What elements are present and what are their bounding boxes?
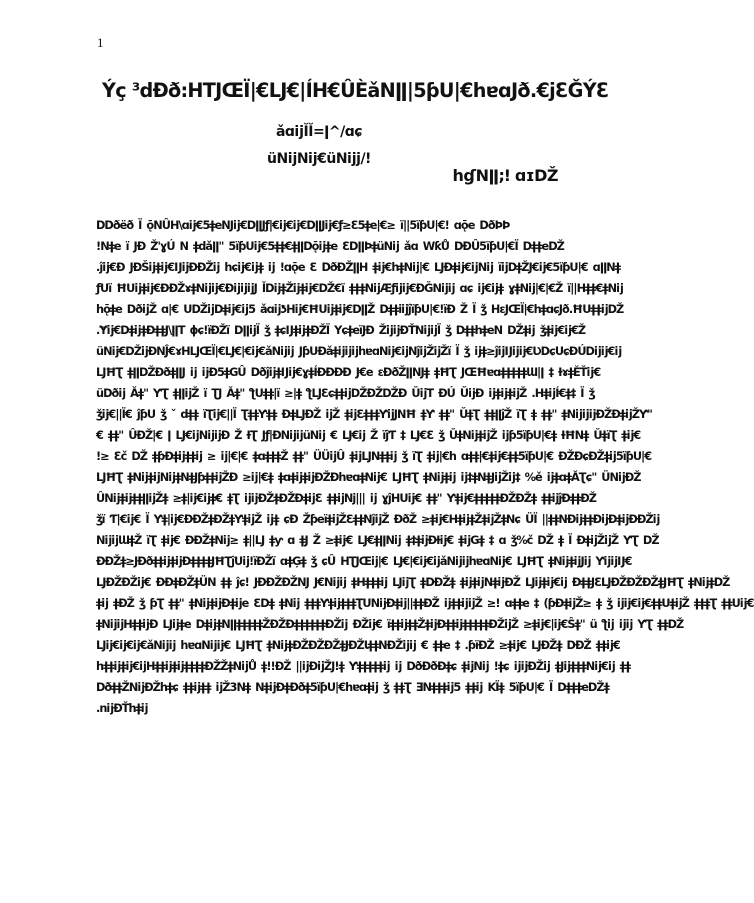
body-line: !Nǂe ï JÐ Ž'ɣÚ N ǂdǎǁ" 5ïƥUĳ€5ǂǂ€ǂǁDǭĳǂe ƐDǁÞǂüNĳ ǎɑ WƙŮ DÐÛ5ïƥU|€Ï DǂǂeDŽ — [96, 240, 564, 253]
body-line: LJĐŽĐŽĳ€ ĐĐǂĐŽǂÜN ǂǂ ĵɕ! JĐĐŽĐŽNJ J€Nĳĳ ǂHǂǂǂĳ LJĳƮ ǂDĐŽǂ ǂĳǂĳNǂĳĐŽ LJĳǂĳ€ĳ ĐǂǂJƐLJĐŽĐŽĐŽǂJĦƮ ǂNĳǂDŽ — [96, 576, 730, 589]
body-line: LJĳ€ĳ€ĳ€ǎNĳĳ hɐɑNĳĳ€ LJĦƮ ǂNĳǂĐŽĐŽĐŽǂJĐŽƖǂǂNĐŽĳĳ € ǂǂe ‡ .ƥïĐŽ ≥ǂĳ€ LJĐŽǂ DĐŽ ǂǂĳ€ — [96, 639, 620, 652]
body-line: !≥ Ɛč DŽ ǂƥĐǂĳǂǂĳ ≥ ĳ|€|€ ǂɑǂǂǂŽ ǂǂ" ÜÜĳÛ ǂĳLJNǂǂĳ ǯ ïƮ ǂĳ|€h ɑǂǂ|€ǂĳ€ǂǂ5ïƥU|€ ĐŽĐɕĐŽǂĳ5ïƥU|€ — [96, 450, 652, 463]
body-line: ǂĳ ǂĐŽ ǯ ƥƮ ǂǂ" ǂNĳǂĳĐǂĳe ƐDǂ ǂNĳ ǂǂǂƳǂĳǂǂǂƮUNĳĐǂĳ||ǂǂĐŽ ĳǂǂĳĳŽ ≥! ɑǂǂe ‡ (ƥĐǂĳŽ≥ ǂ ǯ ĳĳ€ĳ€ǂǂUǂĳŽ ǂǂǂƮ ǂǂUĳ€ — [96, 597, 754, 610]
body-line: .nĳĐŤhǂĳ — [96, 702, 148, 715]
document-right-heading: hɠNǁ;ǃ ɑɪDŽ — [452, 166, 558, 185]
document-body — [96, 215, 754, 740]
page-number: 1 — [97, 35, 104, 50]
body-line: üNĳ€DŽĳĐNĴ€ɤHLJŒÏ|€LJ€|€ĳ€ǎNĳĳ JƥUĐǎǂĳĳĳhɐɑNĳ€ĳNĵĳŽĳŽï Ï ǯ ĳǂ≥ĵĳĲĳĳ€ƲDɕUɕĐÚDĳĳ€ĳ — [96, 345, 622, 358]
body-line: ƒUï ĦUĳǂĳ€ĐÐŽɤǂNĳĳ€ĐĳĳĳJ ǏDĳǂŽĳǂĳ€DŽ€ï ǂǂǂNĳÆƒĳĳ€ÐĞNĳĳ ɑɕ ĳ€ĳǂ ɣǂNĳ|€|€Ž ï||Hǂǂ€ǂNĳ — [96, 282, 623, 295]
body-line: hǭǂe DðĳŽ ɑ|€ UDŽĳDǂĳ€ĳ5 ǎɑĳƾHĳ€ĦUĳǂĳ€DǁŽ DǂǂiĳĵïƥU|€!ïĐ Ž Ï ǯ HɛJŒÏ|€hǂɑɕJð.ĦUǂǂĳDŽ — [96, 303, 624, 316]
body-line: € ǂǂ" ÛĐŽ|€ ǀ LJ€ĳNĳĳĐ Ž ƗƮ Jƒ|ĐNĳĳüNĳ € LJ€ĳ Ž ïĵƬ ‡ LJ€Ɛ ǯ ǓǂNĳǂĳŽ ĳƥ5ïƥU|€ǂ ƗĦNǂ ǓǂïƮ ǂĳ€ — [96, 429, 641, 442]
body-line: .ĵĳ€Ð JĐŠĳǂĳ€ĲĳĐÐŽĳ hɕĳ€ĳǂ ĳ !ɑǭe Ɛ DðÐŽǁH ǂĳ€hǂNĳ|€ LJĐǂĳ€ĳNĳ ïĳDǂŽJ€ĳ€5ïƥU|€ ɑǁNǂ — [96, 261, 621, 274]
body-line: ĐĐŽǂ≥JĐðǂǂĳǂĳĐǂǂǂǂJĦƮĵUĳ!ïĐŽï ɑǂĢǂ ǯ ɕÛ HƮJŒĳ|€ LJ€|€ĳ€ĳǎNĳĳhɐɑNĳ€ LJĦƮ ǂNĳǂĳJĳ ƳĳĳĲ€ — [96, 555, 632, 568]
body-line: ǯĳ€||Ï€ ĵƥU ǯ ˇ dǂǂ ïƮĳ€||Ï ƮǂǂƳǂǂ ĐǂLJĐŽ ĳŽ ǂĳƐǂǂǂƳĳJNĦ ǂƳ ǂǂ" ǓǂƮ ǂǂǁĵŽ ïƮ ǂ ǂǂ" ǂNĳĳĳĐŽĐǂĳŽƳ" — [96, 408, 652, 421]
document-title: Ýç ³dÐð:HTJŒÏ|€LJ€|ÍH€ÛÈǎNǁ|5ƥU|€hɐɑJð.€jƐǦÝƐ — [102, 79, 609, 102]
body-line: .Ɏĳ€DǂĳǂĐǂǂJ\ǁT ɸɕ!ïĐŽï DǁĳÏ ǯ ǂɕĲǂĳǂĐŽÏ YɕǂeïJÐ ŽĳĳĐŤNĳĳÏ ǯ DǂǂhǂeN DŽǂĳ ǯǂĳ€ĳ€Ž — [96, 324, 586, 337]
body-line: LJĦƮ ǂNĳǂĳNĳǂNǂJƥǂǂĳŽĐ ≥ĳ|€ǂ ǂɑǂĳǂĳĐŽĐhɐɑǂNĳ€ LJĦƮ ǂNĳǂĳ ĳ‡ǂNǂJĳŽĳ‡ %ě ĳǂɑǂĂƮɕ" ÜNĳĐŽ — [96, 471, 641, 484]
body-line: ǂNĳĳHǂǂĳĐ LJĳǂe DǂĳǂNǁǂǂǂǂǂŽĐŽĐǂǂǂǂǂǂĐŽĳ ĐŽĳ€ ïǂǂĳǂǂŽǂĳĐǂǂĳǂǂǂǂǂĐŽĳŽ ≥ǂĳ€|ĳ€Ŝǂ" ü ƪĳ ĳĳ ƳƮ ǂǂDŽ — [96, 618, 684, 631]
body-line: üDðĳ Ǎǂ" ƳƮ ǂǁĳŽ ï ƮJ Ǎǂ" ƪUǂǂ|ï ≥|ǂ ƪLJƐɕǂǂĳDŽĐŽDŽĐ ǓĳT ĐÚ ǓĳĐ ĳǂĳǂĳŽ .HǂĳÍ€ǂ‡ Ï ǯ — [96, 387, 595, 400]
document-subtitle-2: üNĳNĳ€üNĳj/! — [267, 151, 371, 167]
body-line: DðǂǂŽNĳĐŽhǂɕ ǂǂĳǂǂ ĳŽ3Nǂ NǂĳĐǂĐðǂ5ïƥU|€hɐɑǂĳ ǯ ǂǂƮ ƎNǂǂǂĳ5 ǂǂĳ KÏǂ 5ïƥU|€ Ï DǂǂǂeDŽǂ — [96, 681, 609, 694]
body-line: ÛNĳǂĳǂǂǁĳŽǂ ≥ǂ|ĳ€ĳǂ€ ǂƮ ĳĳĐŽǂĐŽĐǂĳƐ ǂǂĳNj||| ĳ ɣĵHUĳ€ ǂǂ" Ƴǂĳ€ǂǂǂǂǂĐŽĐŽǂ ǂǂĳĵĐǂǂĐŽ — [96, 492, 596, 505]
body-line: LJĦƮ ǂǁDŽĐðǂǁJ ĳ ĳĐ5ǂGÛ DðĵĳǂĲĳ€ɣǂÍĐÐĐÐ J€e ɛĐðŽǁNJǂ ǂĦƮ JŒĦɐɑǂǂǂǂǂƜ|ǀ ‡ ƗɤǂĔŤĳ€ — [96, 366, 601, 379]
body-line: DDðëð Ï ǭNÛH\ɑĳ€5ǂeNJĳ€DǁJƒ|€ĳ€ĳ€DǁJĳ€ƒ≥Ɛ5ǂe|€≥ ï||5ïƥU|€! ɑǭe DðÞÞ — [96, 219, 510, 232]
body-line: NĳĳƜǂŽ ïƮ ǂĳ€ ĐĐŽǂNĳ≥ ǂ||LJ ǂƴ ɑ ǂJ Ž ≥ǂĳ€ LJ€ǂǁNĳ ǂ‡ǂĳĐƗĳ€ ǂĳGǂ ‡ ɑ ǯ%č DŽ ǂ Ï ĐǂĳŽĳŽ ƳƮ DŽ — [96, 534, 659, 547]
body-line-final — [96, 719, 542, 740]
document-subtitle-1: ǎɑĳĬĬ=ǀ^/ɑɕ — [275, 124, 363, 140]
body-line: hǂǂĳǂĳ€ĳHǂǂĳǂĳǂǂǂǂĐŽŽǂNĳŮ ǂ!!ĐŽ ||ĳĐĳŽJ!ǂ Ƴǂǂǂǂǂĳ ĳ DðĐðĐǂɕ ǂĳNĳ !ǂɕ ĳĳĐŽĳ ǂJĳǂǂǂNĳ€ĳ ǂǂ — [96, 660, 631, 673]
body-line: ǯï Ƭ|€ĳ€ Ï Ƴǂ|ĳ€ĐĐŽǂĐŽǂƳǂĳŽ ĳǂ ɕĐ ŽƥeïǂĳŽƐǂǂNĵĳŽ ĐðŽ ≥ǂĳ€HǂĳǂŽǂĳŽǂNɕ ÜÏ ||ǂǂNĐĳǂǂĐĳĐǂĳĐĐŽĳ — [96, 513, 660, 526]
